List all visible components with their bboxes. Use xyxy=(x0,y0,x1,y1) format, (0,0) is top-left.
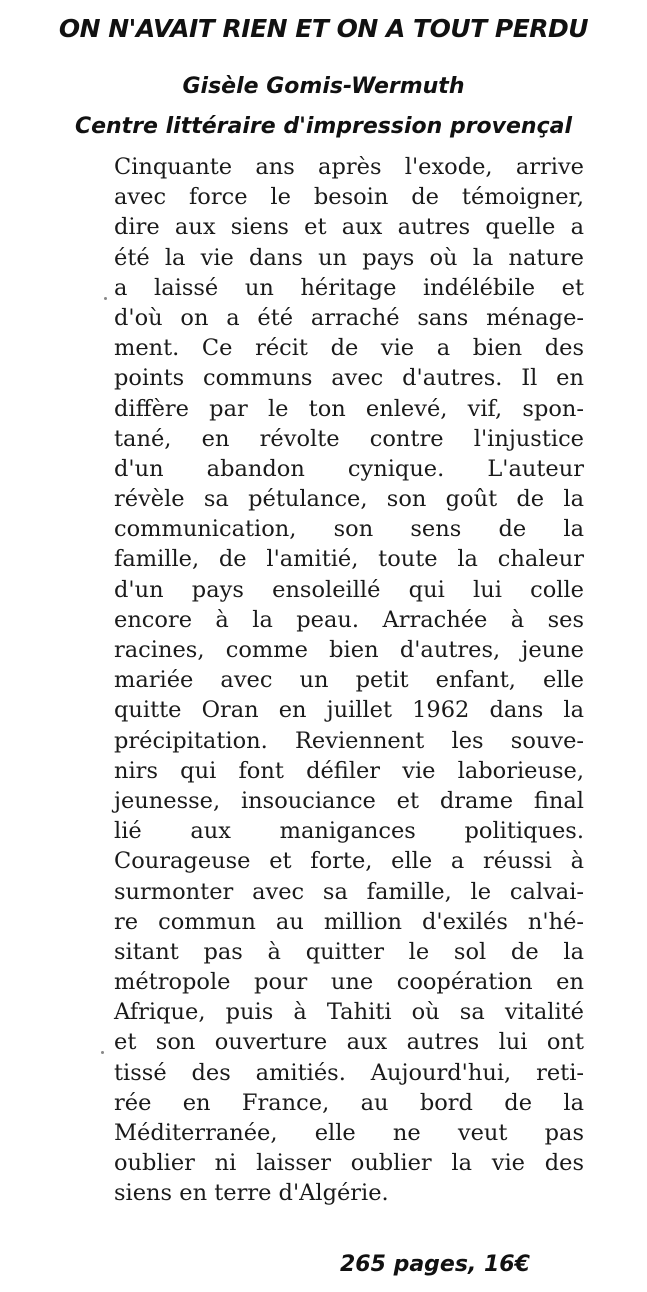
review-line: rée en France, au bord de la xyxy=(114,1089,584,1116)
review-line: sitant pas à quitter le sol de la xyxy=(114,938,584,965)
article-title: ON N'AVAIT RIEN ET ON A TOUT PERDU xyxy=(58,14,589,43)
review-line: racines, comme bien d'autres, jeune xyxy=(114,637,584,663)
review-line: dire aux siens et aux autres quelle a xyxy=(114,214,584,241)
review-line: d'où on a été arraché sans ménage- xyxy=(114,304,584,331)
review-line: ment. Ce récit de vie a bien des xyxy=(114,335,584,362)
review-line: oublier ni laisser oublier la vie des xyxy=(114,1150,584,1177)
review-line: diffère par le ton enlevé, vif, spon- xyxy=(114,395,584,422)
review-line: quitte Oran en juillet 1962 dans la xyxy=(114,697,584,724)
review-line: jeunesse, insouciance et drame final xyxy=(114,787,584,814)
review-line: surmonter avec sa famille, le calvai- xyxy=(114,878,584,905)
review-line: a laissé un héritage indélébile et xyxy=(114,274,584,301)
review-line: points communs avec d'autres. Il en xyxy=(114,365,584,392)
author-name: Gisèle Gomis-Wermuth xyxy=(182,74,465,99)
review-line: précipitation. Reviennent les souve- xyxy=(114,727,584,754)
review-line: Méditerranée, elle ne veut pas xyxy=(114,1120,584,1146)
review-line: communication, son sens de la xyxy=(114,516,584,543)
publisher-name: Centre littéraire d'impression provençal xyxy=(74,114,573,139)
review-line: encore à la peau. Arrachée à ses xyxy=(114,606,584,633)
review-line: mariée avec un petit enfant, elle xyxy=(114,667,584,694)
review-line: nirs qui font défiler vie laborieuse, xyxy=(114,757,584,784)
book-info: 265 pages, 16€ xyxy=(340,1252,530,1277)
review-line: Cinquante ans après l'exode, arrive xyxy=(114,154,584,180)
review-line: d'un pays ensoleillé qui lui colle xyxy=(114,576,584,603)
review-line: métropole pour une coopération en xyxy=(114,969,584,996)
review-line: et son ouverture aux autres lui ont xyxy=(114,1029,584,1056)
scan-speck xyxy=(104,297,107,300)
review-line: Courageuse et forte, elle a réussi à xyxy=(114,848,584,875)
review-line: révèle sa pétulance, son goût de la xyxy=(114,486,584,513)
review-body xyxy=(114,152,584,1209)
review-line: Afrique, puis à Tahiti où sa vitalité xyxy=(114,999,584,1026)
review-line: tissé des amitiés. Aujourd'hui, reti- xyxy=(114,1059,584,1086)
review-line: été la vie dans un pays où la nature xyxy=(114,244,584,271)
scan-speck xyxy=(101,1051,104,1054)
review-line: siens en terre d'Algérie. xyxy=(114,1180,389,1207)
review-line: lié aux manigances politiques. xyxy=(114,818,584,845)
review-line: re commun au million d'exilés n'hé- xyxy=(114,908,584,935)
review-line: avec force le besoin de témoigner, xyxy=(114,184,584,211)
review-line: tané, en révolte contre l'injustice xyxy=(114,425,584,452)
review-line: famille, de l'amitié, toute la chaleur xyxy=(114,546,584,573)
review-line: d'un abandon cynique. L'auteur xyxy=(114,455,584,482)
